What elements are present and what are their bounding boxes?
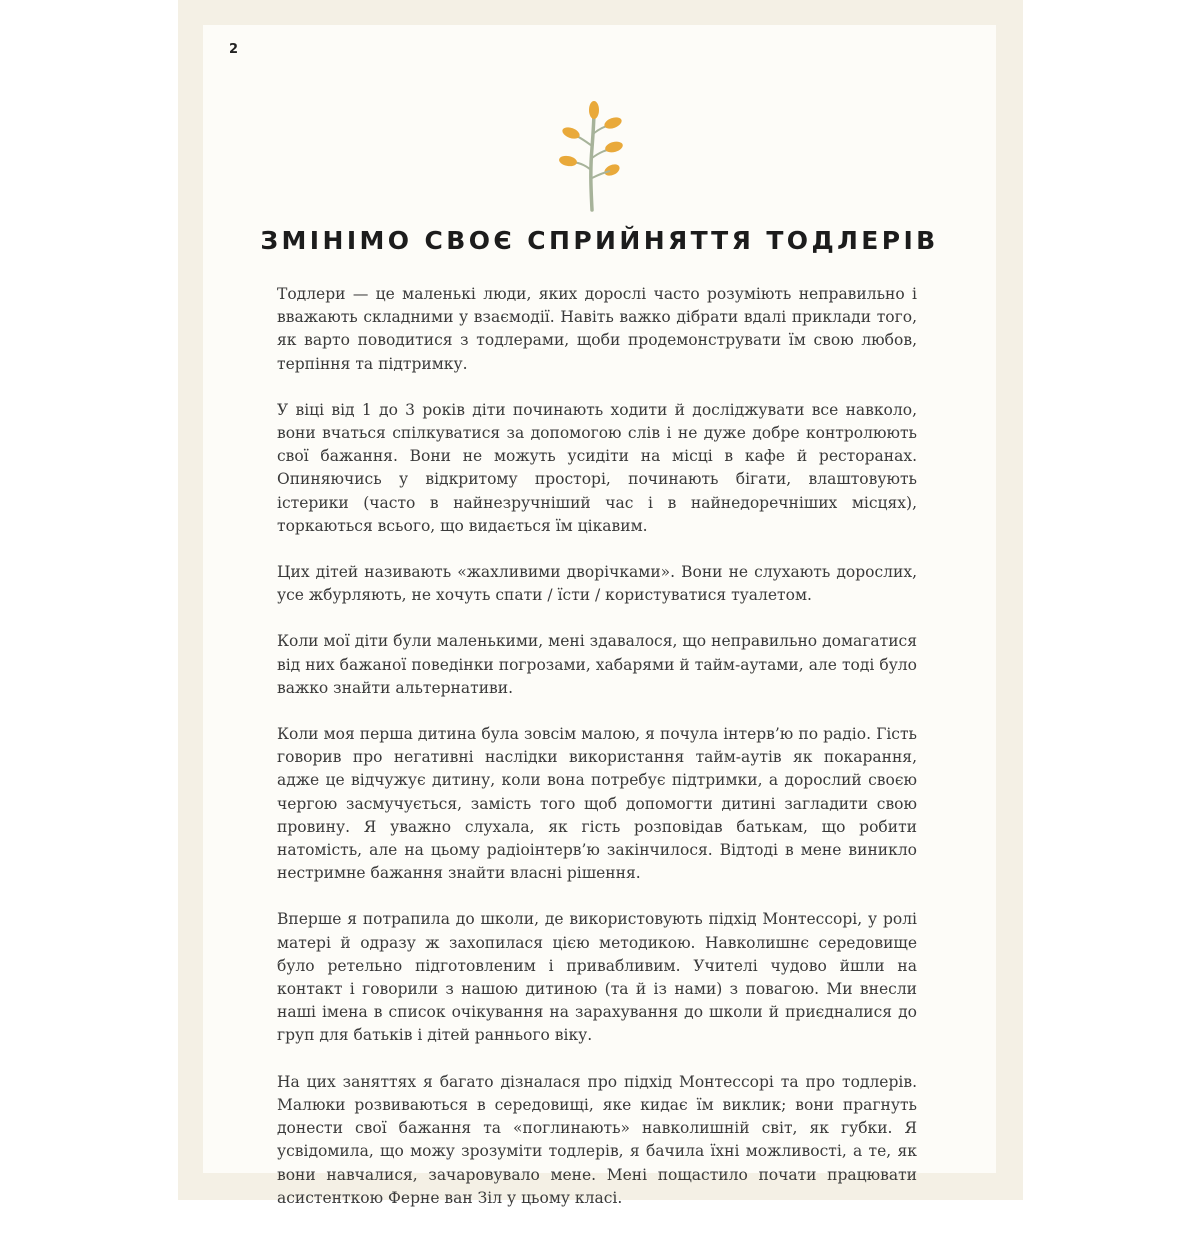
- paragraph: Тодлери — це маленькі люди, яких дорослі часто розуміють неправильно і вважають складними у взаємодії. Навіть важко дібрати вдалі приклади того, як варто поводитися з тодлерами, щоби продемонструвати їм свою любов, терпіння та підтримку.: [277, 285, 917, 373]
- paragraph: На цих заняттях я багато дізналася про підхід Монтессорі та про тодлерів. Малюки розвиваються в середовищі, яке кидає їм виклик; вони прагнуть донести свої бажання та «поглинають» навколишній світ, як губки. Я усвідомила, що можу зрозуміти тодлерів, я бачила їхні можливості, а те, як вони навчалися, зачаровувало мене. Мені пощастило почати працювати асистенткою Ферне ван Зіл у цьому класі.: [277, 1072, 917, 1207]
- paragraph: Коли моя перша дитина була зовсім малою, я почула інтерв’ю по радіо. Гість говорив про негативні наслідки використання тайм-аутів як покарання, адже це відчужує дитину, коли вона потребує підтримки, а дорослий своєю чергою засмучується, замість того щоб допомогти дитині загладити свою провину. Я уважно слухала, як гість розповідав батькам, що робити натомість, але на цьому радіоінтерв’ю закінчилося. Відтоді в мене виникло нестримне бажання знайти власні рішення.: [277, 725, 917, 883]
- page-number: 2: [229, 42, 239, 57]
- paragraph: Коли мої діти були маленькими, мені здавалося, що неправильно домагатися від них бажаної поведінки погрозами, хабарями й тайм-аутами, але тоді було важко знайти альтернативи.: [277, 632, 917, 697]
- paragraph: Цих дітей називають «жахливими дворічками». Вони не слухають дорослих, усе жбурляють, не хочуть спати / їсти / користуватися туалетом.: [277, 563, 917, 605]
- body-text: [277, 283, 917, 1233]
- paragraph: Вперше я потрапила до школи, де використовують підхід Монтессорі, у ролі матері й одразу ж захопилася цією методикою. Навколишнє середовище було ретельно підготовленим і привабливим. Учителі чудово йшли на контакт і говорили з нашою дитиною (та й із нами) з повагою. Ми внесли наші імена в список очікування на зарахування до школи й приєдналися до груп для батьків і дітей раннього віку.: [277, 910, 917, 1045]
- sprig-icon: [554, 100, 626, 212]
- paragraph: У віці від 1 до 3 років діти починають ходити й досліджувати все навколо, вони вчаться спілкуватися за допомогою слів і не дуже добре контролюють свої бажання. Вони не можуть усидіти на місці в кафе й ресторанах. Опиняючись у відкритому просторі, починають бігати, влаштовують істерики (часто в найнезручніший час і в найнедоречніших місцях), торкаються всього, що видається їм цікавим.: [277, 400, 917, 535]
- page-title: ЗМІНІМО СВОЄ СПРИЙНЯТТЯ ТОДЛЕРІВ: [260, 226, 939, 255]
